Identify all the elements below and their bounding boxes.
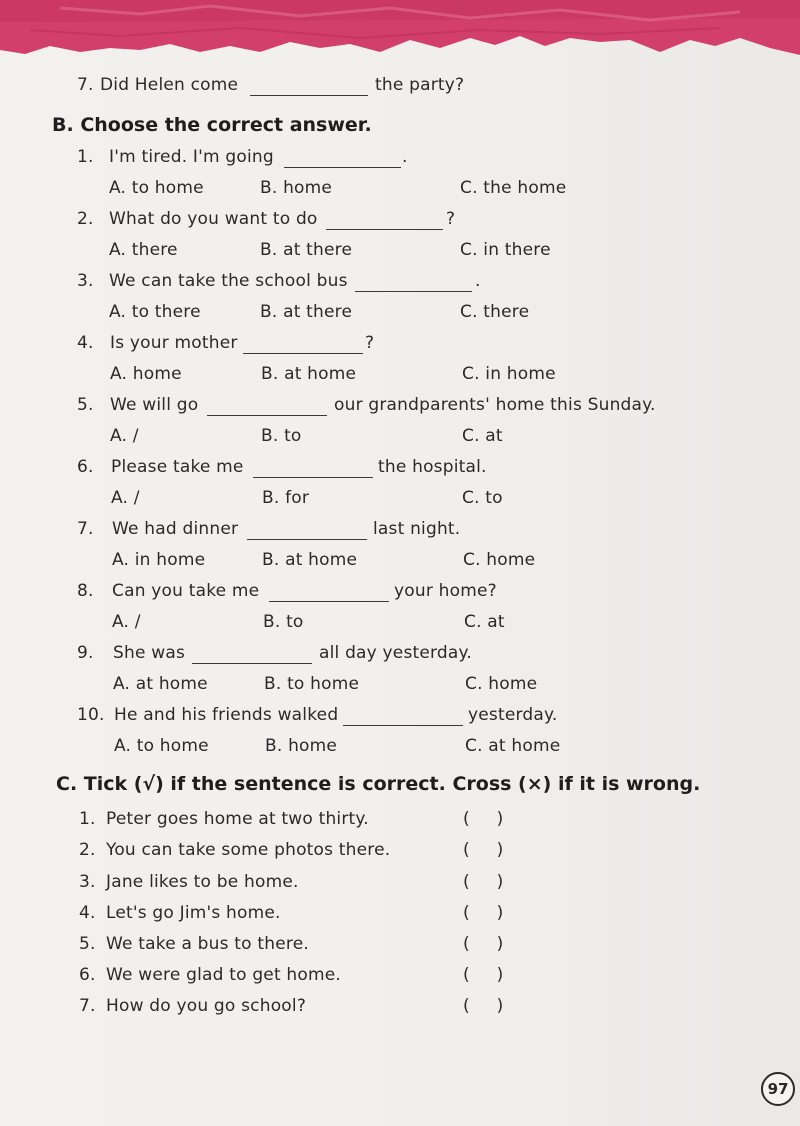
statement-number: 5. xyxy=(79,934,96,954)
question-text-after: the hospital. xyxy=(378,457,487,477)
statement-text: We were glad to get home. xyxy=(106,965,342,985)
option-b[interactable]: B. at there xyxy=(260,240,353,260)
option-a[interactable]: A. / xyxy=(110,426,139,446)
question-text-after: your home? xyxy=(394,581,497,601)
option-b[interactable]: B. at home xyxy=(261,364,357,384)
question-number: 8. xyxy=(77,581,94,601)
option-c[interactable]: C. in there xyxy=(460,240,551,260)
question-number: 1. xyxy=(77,147,94,167)
option-c[interactable]: C. at xyxy=(462,426,503,446)
statement-number: 2. xyxy=(79,840,96,860)
question-text-after: . xyxy=(475,271,481,291)
statement-number: 1. xyxy=(79,809,96,829)
question-text-after: last night. xyxy=(373,519,461,539)
answer-parentheses[interactable]: ( ) xyxy=(463,965,504,985)
statement-text: You can take some photos there. xyxy=(106,840,391,860)
statement-text: We take a bus to there. xyxy=(106,934,309,954)
question-text-before: Please take me xyxy=(111,457,244,477)
option-b[interactable]: B. at there xyxy=(260,302,353,322)
option-c[interactable]: C. in home xyxy=(462,364,556,384)
question-text-after: the party? xyxy=(375,75,465,95)
answer-parentheses[interactable]: ( ) xyxy=(463,996,504,1016)
question-text-before: She was xyxy=(113,643,186,663)
answer-blank[interactable] xyxy=(247,539,367,540)
statement-text: Let's go Jim's home. xyxy=(106,903,281,923)
option-b[interactable]: B. home xyxy=(265,736,338,756)
question-text-before: Can you take me xyxy=(112,581,260,601)
statement-text: How do you go school? xyxy=(106,996,307,1016)
option-c[interactable]: C. there xyxy=(460,302,530,322)
option-c[interactable]: C. at xyxy=(464,612,505,632)
question-text-before: What do you want to do xyxy=(109,209,318,229)
question-number: 4. xyxy=(77,333,94,353)
question-text-after: yesterday. xyxy=(468,705,558,725)
question-text-after: all day yesterday. xyxy=(319,643,472,663)
option-a[interactable]: A. home xyxy=(110,364,182,384)
option-c[interactable]: C. the home xyxy=(460,178,567,198)
option-b[interactable]: B. for xyxy=(262,488,310,508)
question-text-after: our grandparents' home this Sunday. xyxy=(334,395,656,415)
section-c-heading: C. Tick (√) if the sentence is correct. Cross (×) if it is wrong. xyxy=(56,773,701,795)
question-number: 2. xyxy=(77,209,94,229)
question-text-before: We can take the school bus xyxy=(109,271,348,291)
statement-text: Peter goes home at two thirty. xyxy=(106,809,369,829)
option-a[interactable]: A. / xyxy=(111,488,140,508)
page-number: 97 xyxy=(761,1072,795,1106)
statement-number: 6. xyxy=(79,965,96,985)
option-b[interactable]: B. home xyxy=(260,178,333,198)
question-text-before: We will go xyxy=(110,395,199,415)
question-text-before: I'm tired. I'm going xyxy=(109,147,274,167)
option-a[interactable]: A. to home xyxy=(114,736,209,756)
option-b[interactable]: B. to home xyxy=(264,674,360,694)
question-text-after: . xyxy=(402,147,408,167)
answer-parentheses[interactable]: ( ) xyxy=(463,809,504,829)
option-a[interactable]: A. in home xyxy=(112,550,206,570)
option-c[interactable]: C. to xyxy=(462,488,503,508)
question-text-after: ? xyxy=(446,209,456,229)
option-a[interactable]: A. / xyxy=(112,612,141,632)
answer-blank[interactable] xyxy=(343,725,463,726)
question-text-before: We had dinner xyxy=(112,519,239,539)
answer-blank[interactable] xyxy=(355,291,472,292)
question-text-after: ? xyxy=(365,333,375,353)
question-number: 6. xyxy=(77,457,94,477)
question-number: 7. xyxy=(77,75,94,95)
option-a[interactable]: A. to there xyxy=(109,302,201,322)
answer-blank[interactable] xyxy=(326,229,443,230)
question-text-before: Did Helen come xyxy=(100,75,239,95)
option-a[interactable]: A. at home xyxy=(113,674,208,694)
question-number: 5. xyxy=(77,395,94,415)
answer-blank[interactable] xyxy=(284,167,401,168)
option-b[interactable]: B. at home xyxy=(262,550,358,570)
option-c[interactable]: C. home xyxy=(463,550,536,570)
option-c[interactable]: C. at home xyxy=(465,736,561,756)
answer-parentheses[interactable]: ( ) xyxy=(463,934,504,954)
answer-parentheses[interactable]: ( ) xyxy=(463,903,504,923)
question-text-before: Is your mother xyxy=(110,333,238,353)
question-text-before: He and his friends walked xyxy=(114,705,339,725)
section-b-heading: B. Choose the correct answer. xyxy=(52,114,372,136)
question-number: 9. xyxy=(77,643,94,663)
option-a[interactable]: A. there xyxy=(109,240,178,260)
statement-text: Jane likes to be home. xyxy=(106,872,299,892)
question-number: 3. xyxy=(77,271,94,291)
option-a[interactable]: A. to home xyxy=(109,178,204,198)
answer-blank[interactable] xyxy=(192,663,312,664)
statement-number: 4. xyxy=(79,903,96,923)
statement-number: 7. xyxy=(79,996,96,1016)
option-b[interactable]: B. to xyxy=(263,612,304,632)
answer-blank[interactable] xyxy=(253,477,373,478)
option-b[interactable]: B. to xyxy=(261,426,302,446)
answer-blank[interactable] xyxy=(243,353,363,354)
statement-number: 3. xyxy=(79,872,96,892)
answer-blank[interactable] xyxy=(269,601,389,602)
answer-parentheses[interactable]: ( ) xyxy=(463,872,504,892)
option-c[interactable]: C. home xyxy=(465,674,538,694)
answer-parentheses[interactable]: ( ) xyxy=(463,840,504,860)
question-number: 10. xyxy=(77,705,105,725)
answer-blank[interactable] xyxy=(207,415,327,416)
question-number: 7. xyxy=(77,519,94,539)
answer-blank[interactable] xyxy=(250,95,368,96)
